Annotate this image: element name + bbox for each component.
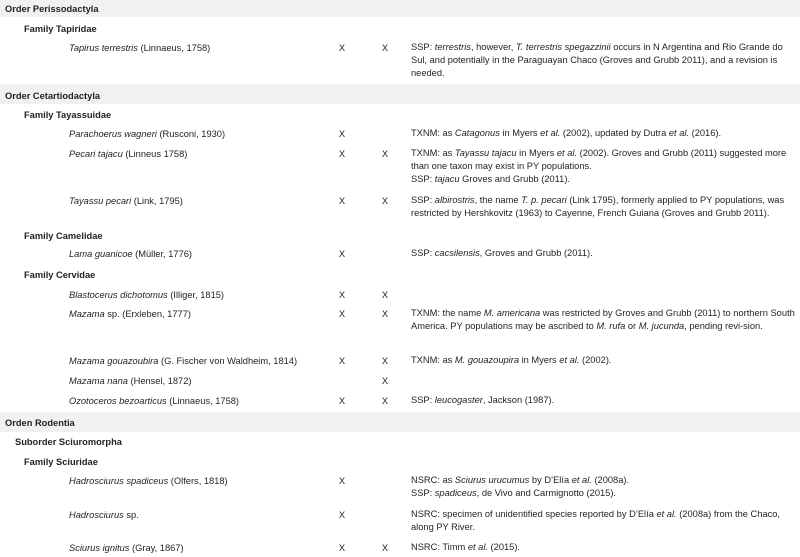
presence-mark-col1: X xyxy=(338,149,346,159)
presence-mark-col2: X xyxy=(381,43,389,53)
species-name: Hadrosciurus sp. xyxy=(69,510,139,520)
species-name: Blastocerus dichotomus (Illiger, 1815) xyxy=(69,290,225,300)
presence-mark-col2: X xyxy=(381,196,389,206)
presence-mark-col1: X xyxy=(338,356,346,366)
family-header: Family Tayassuidae xyxy=(24,110,112,120)
family-header: Family Camelidae xyxy=(24,231,103,241)
presence-mark-col1: X xyxy=(338,309,346,319)
presence-mark-col2: X xyxy=(381,356,389,366)
species-note: SSP: terrestris, however, T. terrestris spegazzinii occurs in N Argentina and Rio Grande do Sul, and potentially in the Paraguayan Chaco (Groves and Grubb 2011), and a revision is needed. xyxy=(411,42,783,78)
presence-mark-col1: X xyxy=(338,543,346,553)
row-shade xyxy=(0,0,800,17)
order-header: Order Perissodactyla xyxy=(5,4,99,14)
species-name: Tayassu pecari (Link, 1795) xyxy=(69,196,183,206)
species-name: Lama guanicoe (Müller, 1776) xyxy=(69,249,192,259)
presence-mark-col2: X xyxy=(381,290,389,300)
species-name: Hadrosciurus spadiceus (Olfers, 1818) xyxy=(69,476,228,486)
species-name: Tapirus terrestris (Linnaeus, 1758) xyxy=(69,43,211,53)
species-name: Mazama nana (Hensel, 1872) xyxy=(69,376,192,386)
family-header: Family Tapiridae xyxy=(24,24,97,34)
order-header: Order Cetartiodactyla xyxy=(5,91,101,101)
presence-mark-col1: X xyxy=(338,249,346,259)
presence-mark-col1: X xyxy=(338,196,346,206)
species-name: Parachoerus wagneri (Rusconi, 1930) xyxy=(69,129,226,139)
presence-mark-col1: X xyxy=(338,476,346,486)
species-note: SSP: albirostris, the name T. p. pecari (Link 1795), formerly applied to PY populations, was restricted by Hershkovitz (1963) to Cayenne, French Guiana (Groves and Grubb 2011). xyxy=(411,195,785,218)
family-header: Family Sciuridae xyxy=(24,457,98,467)
family-header: Family Cervidae xyxy=(24,270,96,280)
species-note: NSRC: Timm et al. (2015). xyxy=(411,542,521,552)
presence-mark-col2: X xyxy=(381,376,389,386)
suborder-header: Suborder Sciuromorpha xyxy=(15,437,122,447)
presence-mark-col2: X xyxy=(381,149,389,159)
species-note: TXNM: as M. gouazoupira in Myers et al. (2002). xyxy=(411,355,612,365)
order-header: Orden Rodentia xyxy=(5,418,75,428)
presence-mark-col1: X xyxy=(338,290,346,300)
row-shade xyxy=(0,412,800,432)
species-name: Pecari tajacu (Linneus 1758) xyxy=(69,149,188,159)
species-name: Sciurus ignitus (Gray, 1867) xyxy=(69,543,184,553)
species-name: Mazama sp. (Erxleben, 1777) xyxy=(69,309,191,319)
species-note: TXNM: the name M. americana was restricted by Groves and Grubb (2011) to northern South America. PY populations may be ascribed to M. rufa or M. jucunda, pending revi-sion. xyxy=(411,308,795,331)
presence-mark-col2: X xyxy=(381,396,389,406)
species-note: NSRC: specimen of unidentified species reported by D’Elía et al. (2008a) from the Chaco, along PY River. xyxy=(411,509,780,532)
presence-mark-col1: X xyxy=(338,43,346,53)
species-note: NSRC: as Sciurus urucumus by D’Elía et al. (2008a). SSP: spadiceus, de Vivo and Carmignotto (2015). xyxy=(411,475,630,498)
presence-mark-col1: X xyxy=(338,129,346,139)
species-name: Ozotoceros bezoarticus (Linnaeus, 1758) xyxy=(69,396,240,406)
presence-mark-col2: X xyxy=(381,543,389,553)
species-note: TXNM: as Tayassu tajacu in Myers et al. (2002). Groves and Grubb (2011) suggested more than one taxon may exist in PY populations. SSP: tajacu Groves and Grubb (2011). xyxy=(411,148,787,184)
presence-mark-col2: X xyxy=(381,309,389,319)
row-shade xyxy=(0,84,800,104)
species-name: Mazama gouazoubira (G. Fischer von Waldheim, 1814) xyxy=(69,356,298,366)
species-note: SSP: leucogaster, Jackson (1987). xyxy=(411,395,555,405)
presence-mark-col1: X xyxy=(338,510,346,520)
presence-mark-col1: X xyxy=(338,396,346,406)
species-note: TXNM: as Catagonus in Myers et al. (2002), updated by Dutra et al. (2016). xyxy=(411,128,722,138)
species-note: SSP: cacsilensis, Groves and Grubb (2011). xyxy=(411,248,593,258)
